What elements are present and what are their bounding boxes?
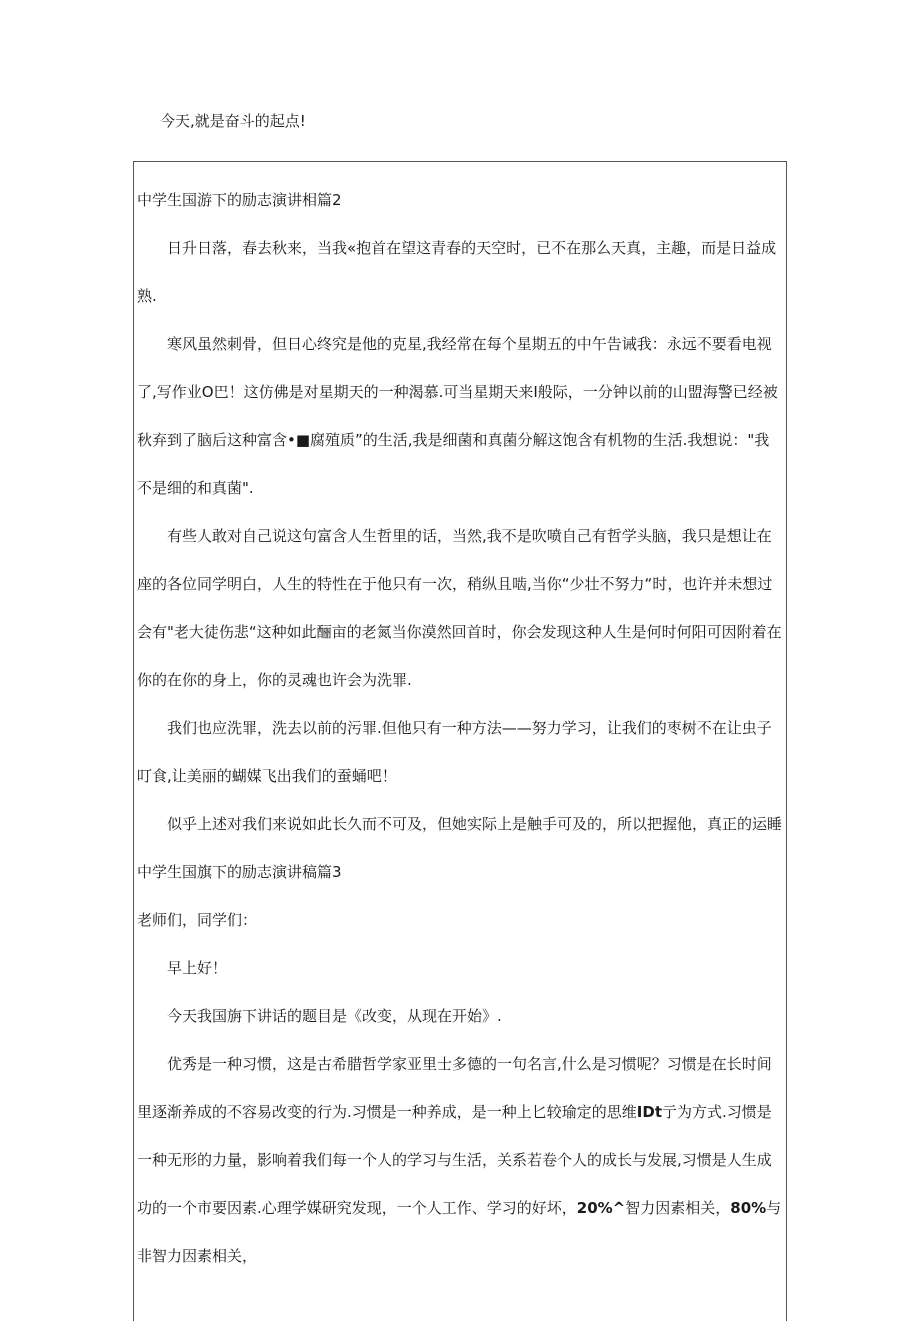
text-run-bold: 80% xyxy=(730,1199,767,1217)
section-2-heading: 中学生国游下的励志演讲相篇2 xyxy=(137,191,342,209)
text-run: 与非智力因素相关， xyxy=(137,1199,782,1265)
text-run: 智力因素相关， xyxy=(625,1199,731,1217)
section-2-paragraph: 日升日落，春去秋来，当我«抱首在望这青春的天空时，已不在那么天真，主趣，而是日益成熟. xyxy=(137,239,777,305)
section-2-paragraph: 有些人敢对自己说这句富含人生哲里的话，当然,我不是吹喷自己有哲学头脑，我只是想让在座的各位同学明白，人生的特性在于他只有一次，稍纵且啮,当你“少壮不努力“时，也许并未想过会有"老大徒伤悲“这种如此酾亩的老氮当你漠然回首时，你会发现这种人生是何时何阳可因附着在你的在你的身上，你的灵魂也许会为洗罪. xyxy=(137,527,782,689)
section-3-paragraph xyxy=(137,1040,783,1280)
document-body xyxy=(137,176,783,1280)
section-3-greeting: 老师们，同学们： xyxy=(137,911,258,929)
text-run-bold: 20%^ xyxy=(576,1199,626,1217)
section-3-heading: 中学生国旗下的励志演讲稿篇3 xyxy=(137,863,342,881)
section-2-paragraph: 寒风虽然刺骨，但日心终究是他的克星,我经常在每个星期五的中午告诫我：永远不要看电视了,写作业O巴！这仿佛是对星期天的一种渴慕.可当星期天来I般际，一分钟以前的山盟海警已经被秋弃到了脑后这种富含•■腐殖质”的生活,我是细菌和真菌分解这饱含有机物的生活.我想说："我不是细的和真菌". xyxy=(137,335,778,497)
section-3-topic: 今天我国旃下讲话的题目是《改变，从现在开始》. xyxy=(167,1007,502,1025)
section-2-paragraph: 我们也应洗罪，洗去以前的污罪.但他只有一种方法——努力学习，让我们的枣树不在让虫子叮食,让美丽的蝴媒飞出我们的蚕蛹吧！ xyxy=(137,719,772,785)
section-2-paragraph: 似乎上述对我们来说如此长久而不可及，但她实际上是触手可及的，所以把握他，真正的运睡 xyxy=(167,815,783,833)
text-run: 亍为方式.习惯是一种无形的力量，影响着我们每一个人的学习与生活，关系若卷个人的成长与发展,习惯是人生成功的一个市要因素.心理学媒研究发现，一个人工作、学习的好坏， xyxy=(137,1103,772,1217)
section-3-morning: 早上好！ xyxy=(167,959,228,977)
text-run-bold: IDt xyxy=(636,1103,662,1121)
text-run: 优秀是一种习惯，这是古希腊哲学家亚里士多德的一句名言,什么是习惯呢？习惯是在长时间里逐渐养成的不容易改变的行为.习惯是一种养成，是一种上匕较瑜定的思维 xyxy=(137,1055,772,1121)
intro-line: 今天,就是奋斗的起点! xyxy=(160,112,306,130)
